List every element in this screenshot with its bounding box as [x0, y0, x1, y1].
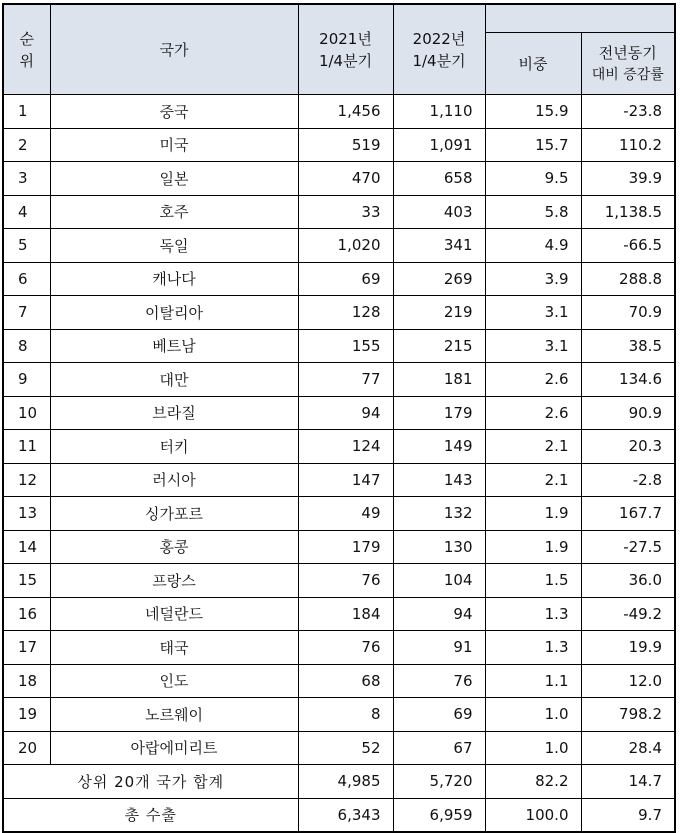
country-cell: 대만: [50, 363, 298, 397]
rank-cell: 14: [3, 530, 50, 564]
yoy-cell: 1,138.5: [581, 195, 675, 229]
yoy-cell: 288.8: [581, 262, 675, 296]
total-row: [3, 798, 675, 832]
yoy-cell: 167.7: [581, 497, 675, 531]
country-cell: 일본: [50, 162, 298, 196]
table-row: [3, 664, 675, 698]
header-2022-year: 2022년: [412, 29, 466, 48]
value-2022-cell: 215: [393, 329, 485, 363]
table-row: [3, 530, 675, 564]
value-2022-cell: 104: [393, 564, 485, 598]
table-row: [3, 363, 675, 397]
value-2022-cell: 341: [393, 229, 485, 263]
share-cell: 4.9: [485, 229, 581, 263]
total-label-cell: 총 수출: [3, 798, 298, 832]
share-cell: 15.7: [485, 128, 581, 162]
table-row: [3, 229, 675, 263]
share-cell: 1.0: [485, 731, 581, 765]
header-rank: [3, 4, 50, 95]
rank-cell: 17: [3, 631, 50, 665]
total-2021-cell: 4,985: [298, 765, 393, 799]
rank-cell: 4: [3, 195, 50, 229]
rank-cell: 3: [3, 162, 50, 196]
value-2021-cell: 128: [298, 296, 393, 330]
rank-cell: 5: [3, 229, 50, 263]
header-yoy: [581, 33, 675, 95]
header-2021-q1: [298, 4, 393, 95]
table-body: [3, 95, 675, 833]
value-2021-cell: 76: [298, 564, 393, 598]
share-cell: 15.9: [485, 95, 581, 129]
rank-cell: 1: [3, 95, 50, 129]
total-yoy-cell: 9.7: [581, 798, 675, 832]
yoy-cell: 36.0: [581, 564, 675, 598]
table-row: [3, 262, 675, 296]
rank-cell: 10: [3, 396, 50, 430]
value-2021-cell: 49: [298, 497, 393, 531]
header-rank-bottom: 위: [19, 51, 34, 70]
rank-cell: 19: [3, 698, 50, 732]
header-2021-quarter: 1/4분기: [318, 51, 373, 70]
table-row: [3, 162, 675, 196]
total-row: [3, 765, 675, 799]
value-2021-cell: 8: [298, 698, 393, 732]
table-row: [3, 564, 675, 598]
country-cell: 캐나다: [50, 262, 298, 296]
table-row: [3, 497, 675, 531]
yoy-cell: 70.9: [581, 296, 675, 330]
country-cell: 이탈리아: [50, 296, 298, 330]
value-2021-cell: 76: [298, 631, 393, 665]
yoy-cell: -2.8: [581, 463, 675, 497]
share-cell: 1.3: [485, 631, 581, 665]
table-row: [3, 631, 675, 665]
country-cell: 태국: [50, 631, 298, 665]
value-2021-cell: 94: [298, 396, 393, 430]
total-share-cell: 82.2: [485, 765, 581, 799]
rank-cell: 12: [3, 463, 50, 497]
header-yoy-line1: 전년동기: [598, 43, 657, 62]
value-2022-cell: 76: [393, 664, 485, 698]
table-row: [3, 329, 675, 363]
share-cell: 2.1: [485, 430, 581, 464]
value-2022-cell: 269: [393, 262, 485, 296]
rank-cell: 9: [3, 363, 50, 397]
value-2021-cell: 184: [298, 597, 393, 631]
value-2022-cell: 149: [393, 430, 485, 464]
rank-cell: 11: [3, 430, 50, 464]
rank-cell: 2: [3, 128, 50, 162]
country-cell: 인도: [50, 664, 298, 698]
country-cell: 베트남: [50, 329, 298, 363]
total-2022-cell: 5,720: [393, 765, 485, 799]
value-2021-cell: 69: [298, 262, 393, 296]
share-cell: 2.6: [485, 396, 581, 430]
value-2022-cell: 67: [393, 731, 485, 765]
value-2022-cell: 94: [393, 597, 485, 631]
share-cell: 1.9: [485, 497, 581, 531]
table-header: [3, 4, 675, 95]
value-2021-cell: 155: [298, 329, 393, 363]
value-2022-cell: 658: [393, 162, 485, 196]
yoy-cell: -66.5: [581, 229, 675, 263]
header-rank-top: 순: [19, 29, 34, 48]
rank-cell: 15: [3, 564, 50, 598]
rank-cell: 6: [3, 262, 50, 296]
table-row: [3, 463, 675, 497]
table-row: [3, 698, 675, 732]
value-2022-cell: 1,110: [393, 95, 485, 129]
share-cell: 1.3: [485, 597, 581, 631]
value-2022-cell: 219: [393, 296, 485, 330]
yoy-cell: 134.6: [581, 363, 675, 397]
value-2022-cell: 1,091: [393, 128, 485, 162]
yoy-cell: -23.8: [581, 95, 675, 129]
share-cell: 5.8: [485, 195, 581, 229]
total-share-cell: 100.0: [485, 798, 581, 832]
yoy-cell: 38.5: [581, 329, 675, 363]
value-2021-cell: 33: [298, 195, 393, 229]
value-2021-cell: 68: [298, 664, 393, 698]
total-2022-cell: 6,959: [393, 798, 485, 832]
header-share: 비중: [485, 33, 581, 95]
value-2022-cell: 181: [393, 363, 485, 397]
country-cell: 네덜란드: [50, 597, 298, 631]
country-cell: 러시아: [50, 463, 298, 497]
share-cell: 1.1: [485, 664, 581, 698]
value-2022-cell: 179: [393, 396, 485, 430]
value-2021-cell: 124: [298, 430, 393, 464]
table-row: [3, 430, 675, 464]
yoy-cell: 39.9: [581, 162, 675, 196]
value-2022-cell: 403: [393, 195, 485, 229]
rank-cell: 8: [3, 329, 50, 363]
table-row: [3, 597, 675, 631]
share-cell: 2.6: [485, 363, 581, 397]
value-2022-cell: 130: [393, 530, 485, 564]
share-cell: 1.0: [485, 698, 581, 732]
total-yoy-cell: 14.7: [581, 765, 675, 799]
rank-cell: 7: [3, 296, 50, 330]
country-cell: 호주: [50, 195, 298, 229]
share-cell: 3.1: [485, 329, 581, 363]
value-2021-cell: 1,020: [298, 229, 393, 263]
header-2021-year: 2021년: [319, 29, 372, 48]
export-by-country-table: [2, 3, 676, 833]
yoy-cell: 20.3: [581, 430, 675, 464]
header-yoy-line2: 대비 증감률: [591, 66, 664, 83]
share-cell: 3.9: [485, 262, 581, 296]
table-row: [3, 731, 675, 765]
table-row: [3, 128, 675, 162]
header-country: 국가: [50, 4, 298, 95]
yoy-cell: 90.9: [581, 396, 675, 430]
value-2021-cell: 147: [298, 463, 393, 497]
rank-cell: 13: [3, 497, 50, 531]
share-cell: 1.9: [485, 530, 581, 564]
rank-cell: 20: [3, 731, 50, 765]
value-2022-cell: 91: [393, 631, 485, 665]
header-2022-blank: [485, 4, 675, 33]
table-row: [3, 195, 675, 229]
table-row: [3, 296, 675, 330]
country-cell: 프랑스: [50, 564, 298, 598]
header-2022-quarter: 1/4분기: [412, 51, 466, 70]
country-cell: 노르웨이: [50, 698, 298, 732]
yoy-cell: 12.0: [581, 664, 675, 698]
table-row: [3, 95, 675, 129]
share-cell: 2.1: [485, 463, 581, 497]
value-2021-cell: 52: [298, 731, 393, 765]
rank-cell: 16: [3, 597, 50, 631]
country-cell: 홍콩: [50, 530, 298, 564]
header-2022-q1: [393, 4, 485, 95]
yoy-cell: 110.2: [581, 128, 675, 162]
yoy-cell: 28.4: [581, 731, 675, 765]
value-2021-cell: 519: [298, 128, 393, 162]
total-label-cell: 상위 20개 국가 합계: [3, 765, 298, 799]
value-2021-cell: 470: [298, 162, 393, 196]
share-cell: 1.5: [485, 564, 581, 598]
yoy-cell: -49.2: [581, 597, 675, 631]
yoy-cell: 798.2: [581, 698, 675, 732]
rank-cell: 18: [3, 664, 50, 698]
country-cell: 미국: [50, 128, 298, 162]
yoy-cell: -27.5: [581, 530, 675, 564]
country-cell: 중국: [50, 95, 298, 129]
total-2021-cell: 6,343: [298, 798, 393, 832]
value-2021-cell: 1,456: [298, 95, 393, 129]
country-cell: 독일: [50, 229, 298, 263]
country-cell: 브라질: [50, 396, 298, 430]
table-row: [3, 396, 675, 430]
share-cell: 3.1: [485, 296, 581, 330]
country-cell: 아랍에미리트: [50, 731, 298, 765]
yoy-cell: 19.9: [581, 631, 675, 665]
value-2022-cell: 69: [393, 698, 485, 732]
share-cell: 9.5: [485, 162, 581, 196]
value-2021-cell: 179: [298, 530, 393, 564]
country-cell: 터키: [50, 430, 298, 464]
country-cell: 싱가포르: [50, 497, 298, 531]
value-2022-cell: 132: [393, 497, 485, 531]
value-2022-cell: 143: [393, 463, 485, 497]
value-2021-cell: 77: [298, 363, 393, 397]
